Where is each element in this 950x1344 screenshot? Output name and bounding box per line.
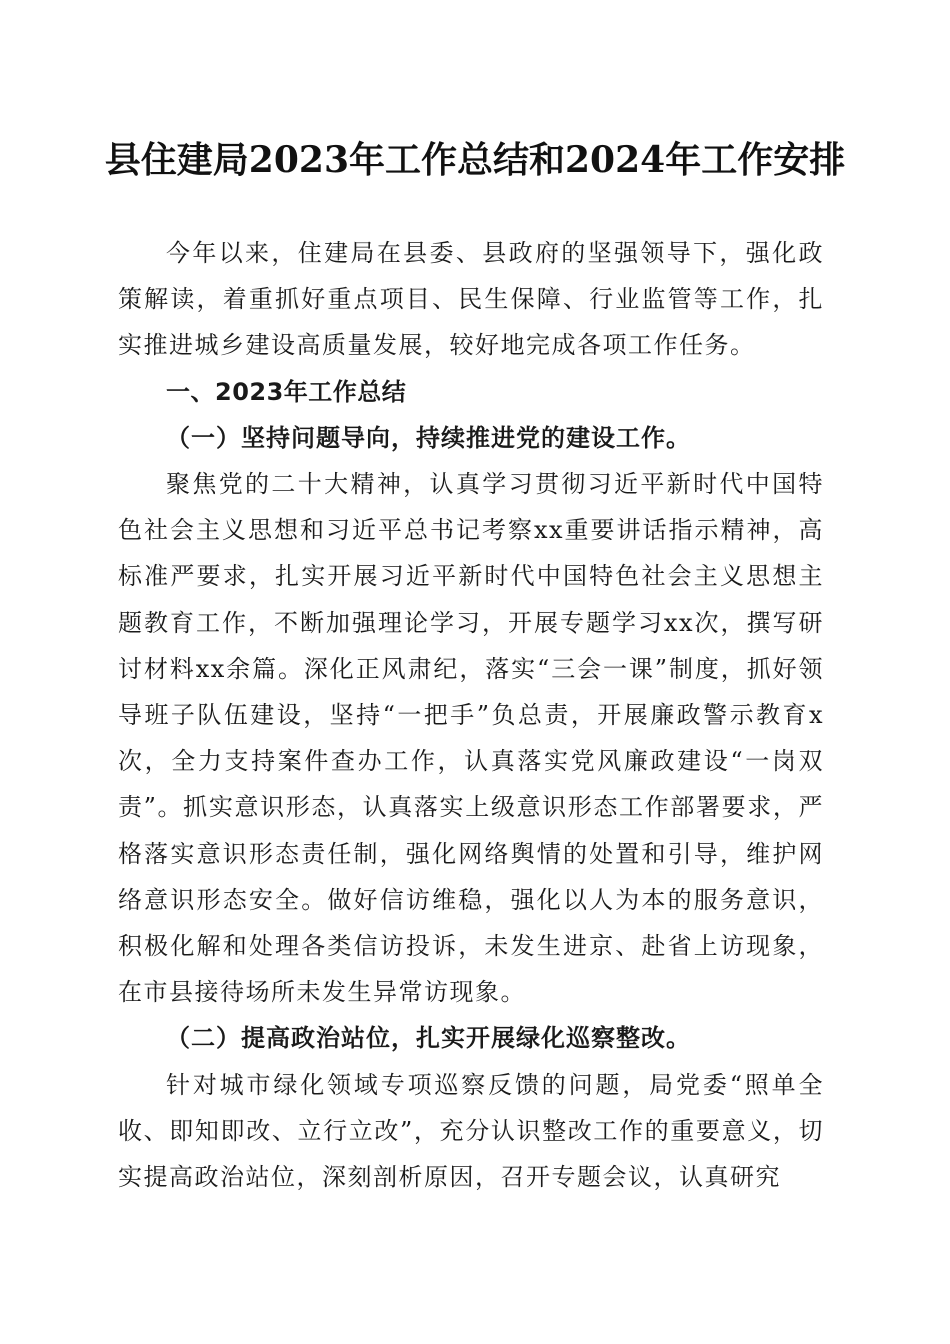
section-heading-2023-summary: 一、2023年工作总结 (166, 377, 407, 406)
greening-inspection-paragraph: 针对城市绿化领域专项巡察反馈的问题，局党委“照单全收、即知即改、立行立改”，充分认识整改工作的重要意义，切实提高政治站位，深刻剖析原因，召开专题会议，认真研究 (118, 1070, 824, 1192)
document-title: 县住建局2023年工作总结和2024年工作安排 (104, 139, 846, 181)
subsection-heading-party-building: （一）坚持问题导向，持续推进党的建设工作。 (166, 422, 691, 452)
document-body (118, 230, 824, 1200)
party-building-paragraph: 聚焦党的二十大精神，认真学习贯彻习近平新时代中国特色社会主义思想和习近平总书记考察xx重要讲话指示精神，高标准严要求，扎实开展习近平新时代中国特色社会主义思想主题教育工作，不断加强理论学习，开展专题学习xx次，撰写研讨材料xx余篇。深化正风肃纪，落实“三会一课”制度，抓好领导班子队伍建设，坚持“一把手”负总责，开展廉政警示教育x次，全力支持案件查办工作，认真落实党风廉政建设“一岗双责”。抓实意识形态，认真落实上级意识形态工作部署要求，严格落实意识形态责任制，强化网络舆情的处置和引导，维护网络意识形态安全。做好信访维稳，强化以人为本的服务意识，积极化解和处理各类信访投诉，未发生进京、赴省上访现象，在市县接待场所未发生异常访现象。 (118, 470, 824, 1007)
subsection-heading-greening-inspection: （二）提高政治站位，扎实开展绿化巡察整改。 (166, 1023, 691, 1053)
intro-paragraph: 今年以来，住建局在县委、县政府的坚强领导下，强化政策解读，着重抓好重点项目、民生保障、行业监管等工作，扎实推进城乡建设高质量发展，较好地完成各项工作任务。 (118, 239, 824, 360)
